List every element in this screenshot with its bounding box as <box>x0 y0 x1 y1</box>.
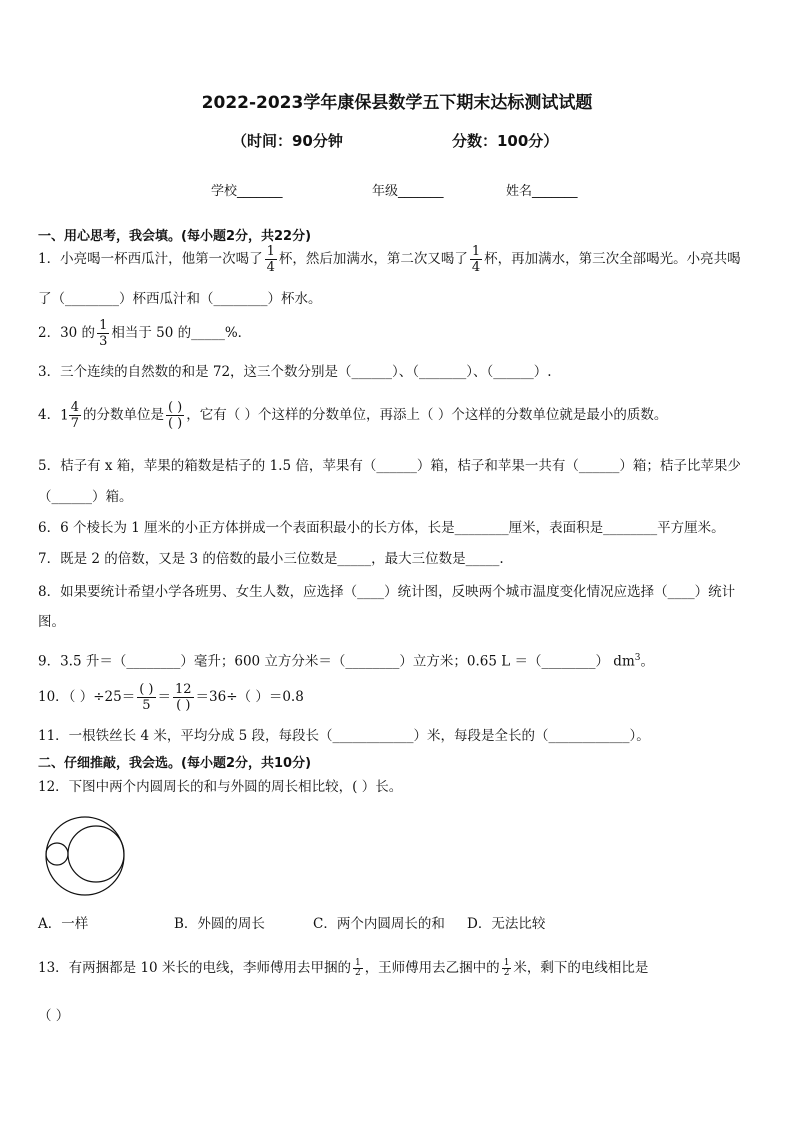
q4-text-a: 4． <box>38 407 61 423</box>
q1-text-a: 1．小亮喝一杯西瓜汁，他第一次喝了 <box>38 251 263 267</box>
question-1-line-2: 了（________）杯西瓜汁和（________）杯水。 <box>38 291 322 307</box>
question-9 <box>38 648 654 672</box>
grade-field[interactable]: 年级_______ <box>372 184 444 199</box>
q1-fraction-1: $\frac{1}{4}$ <box>266 244 275 275</box>
question-1 <box>38 244 741 275</box>
q12-option-b[interactable]: B．外圆的周长 <box>174 916 265 932</box>
q13-text-a: 13．有两捆都是 10 米长的电线，李师傅用去甲捆的 <box>38 960 351 976</box>
q1-text-c: 杯，再加满水，第三次全部喝光。小亮共喝 <box>484 251 741 267</box>
question-8-line-2: 图。 <box>38 614 65 630</box>
q10-fraction-2[interactable]: $\frac{12}{( )}$ <box>175 682 192 713</box>
page-title: 2022-2023学年康保县数学五下期末达标测试试题 <box>201 93 593 113</box>
circles-figure <box>40 815 130 897</box>
q2-text-a: 2．30 的 <box>38 325 96 341</box>
q10-text-a: 10．（ ）÷25＝ <box>38 689 136 705</box>
question-13 <box>38 958 648 978</box>
q12-option-d[interactable]: D．无法比较 <box>467 916 546 932</box>
exam-time: （时间：90分钟 <box>232 132 343 150</box>
school-field[interactable]: 学校_______ <box>211 184 283 199</box>
inner-circle-large <box>68 826 124 882</box>
inner-circle-small <box>46 843 68 865</box>
q9-superscript: 3 <box>634 653 641 663</box>
q12-option-c[interactable]: C．两个内圆周长的和 <box>313 916 445 932</box>
question-12: 12．下图中两个内圆周长的和与外圆的周长相比较，( ）长。 <box>38 779 403 795</box>
q10-text-b: ＝36÷（ ）＝0.8 <box>195 689 304 705</box>
q9-text-a: 9．3.5 升＝（________）毫升；600 立方分米＝（________）立方米；0.65 L ＝（________） dm <box>38 653 635 670</box>
q1-text-b: 杯，然后加满水，第二次又喝了 <box>278 251 468 267</box>
question-3: 3．三个连续的自然数的和是 72，这三个数分别是（______）、（_______）、（______）. <box>38 364 552 380</box>
question-8: 8．如果要统计希望小学各班男、女生人数，应选择（____）统计图，反映两个城市温度变化情况应选择（____）统计 <box>38 584 736 600</box>
question-6: 6．6 个棱长为 1 厘米的小正方体拼成一个表面积最小的长方体，长是________厘米，表面积是________平方厘米。 <box>38 520 725 536</box>
question-5: 5．桔子有 x 箱，苹果的箱数是桔子的 1.5 倍，苹果有（______）箱，桔子和苹果一共有（______）箱；桔子比苹果少 <box>38 458 741 474</box>
name-field[interactable]: 姓名_______ <box>506 184 578 199</box>
q2-text-b: 相当于 50 的_____%． <box>111 325 252 341</box>
q13-fraction-2: $\frac{1}{2}$ <box>503 958 510 978</box>
q4-text-c: ，它有（ ）个这样的分数单位，再添上（ ）个这样的分数单位就是最小的质数。 <box>186 407 668 423</box>
question-2 <box>38 318 251 349</box>
q1-fraction-2: $\frac{1}{4}$ <box>471 244 481 275</box>
q2-fraction: $\frac{1}{3}$ <box>99 318 108 349</box>
section-2-heading: 二、仔细推敲，我会选。(每小题2分，共10分) <box>38 756 312 771</box>
q9-text-b: 。 <box>640 653 654 670</box>
question-13-line-2: （ ） <box>38 1008 70 1024</box>
section-1-heading: 一、用心思考，我会填。(每小题2分，共22分) <box>38 229 312 244</box>
q13-text-c: 米，剩下的电线相比是 <box>513 960 649 976</box>
question-4 <box>38 400 667 431</box>
exam-score: 分数：100分） <box>452 132 559 150</box>
q10-equals: ＝ <box>157 689 171 705</box>
question-10 <box>38 682 304 713</box>
q4-blank-fraction[interactable]: $\frac{( )}{( )}$ <box>167 400 183 431</box>
q13-fraction-1: $\frac{1}{2}$ <box>354 958 361 978</box>
question-7: 7．既是 2 的倍数，又是 3 的倍数的最小三位数是_____，最大三位数是_____. <box>38 551 504 567</box>
q12-option-a[interactable]: A．一样 <box>38 916 89 932</box>
q4-text-b: 的分数单位是 <box>82 407 164 423</box>
question-5-line-2: （______）箱。 <box>38 489 133 505</box>
q4-mixed-number: 1 $\frac{4}{7}$ <box>60 400 79 431</box>
question-11: 11．一根铁丝长 4 米，平均分成 5 段，每段长（____________）米，每段是全长的（____________）。 <box>38 728 650 744</box>
q10-fraction-1[interactable]: $\frac{( )}{5}$ <box>139 682 154 713</box>
q13-text-b: ，王师傅用去乙捆中的 <box>364 960 500 976</box>
